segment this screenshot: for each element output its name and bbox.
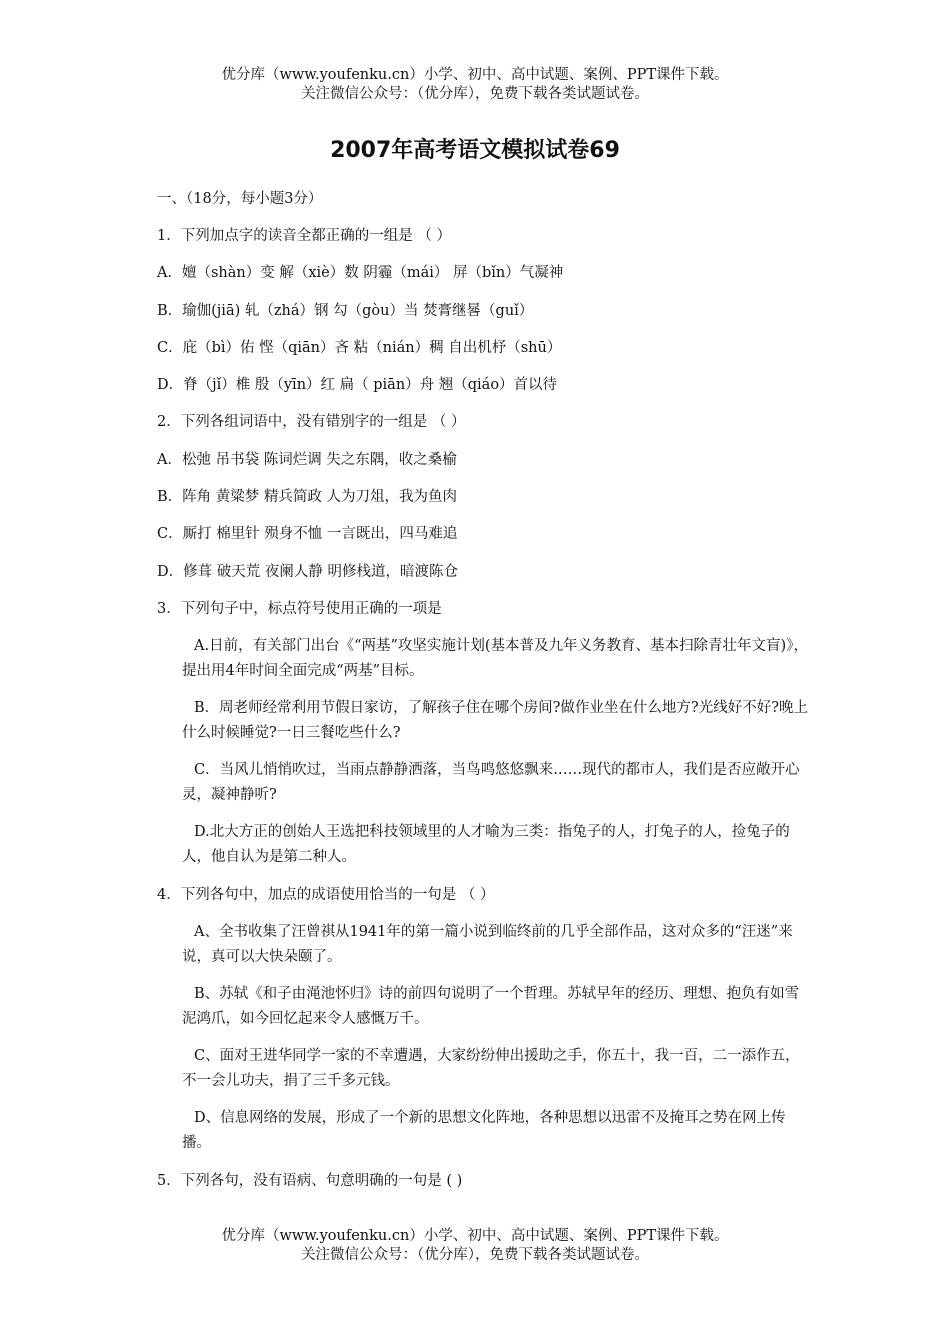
question-3-option-c: C．当风儿悄悄吹过，当雨点静静洒落，当鸟鸣悠悠飘来……现代的都市人，我们是否应敞开心灵，凝神静听? [182,762,800,803]
section-heading: 一、（18分，每小题3分） [157,191,323,207]
question-1-option-a: A．嬗（shàn）变 解（xiè）数 阴霾（mái） 屏（bǐn）气凝神 [157,265,564,281]
question-4-option-c: C、面对王进华同学一家的不幸遭遇，大家纷纷伸出援助之手，你五十，我一百，二一添作五，不一会儿功夫，捐了三千多元钱。 [182,1048,800,1089]
question-4-stem: 4．下列各句中，加点的成语使用恰当的一句是 （ ） [157,887,495,903]
page-header [0,66,950,104]
question-4-option-a: A、全书收集了汪曾祺从1941年的第一篇小说到临终前的几乎全部作品，这对众多的“汪迷”来说，真可以大快朵颐了。 [182,924,793,965]
question-1-option-b: B．瑜伽(jiā) 轧（zhá）钢 勾（gòu）当 焚膏继晷（guǐ） [157,303,534,319]
question-2-option-a: A．松弛 吊书袋 陈词烂调 失之东隅，收之桑榆 [157,452,457,468]
question-1-stem: 1．下列加点字的读音全都正确的一组是 （ ） [157,228,451,244]
page-title: 2007年高考语文模拟试卷69 [330,138,620,163]
question-3-stem: 3．下列句子中，标点符号使用正确的一项是 [157,601,442,617]
footer-line-2: 关注微信公众号：（优分库），免费下载各类试题试卷。 [301,1247,649,1263]
question-4-option-b: B、苏轼《和子由渑池怀归》诗的前四句说明了一个哲理。苏轼早年的经历、理想、抱负有如雪泥鸿爪，如今回忆起来令人感慨万千。 [182,986,800,1027]
question-1-option-c: C．庇（bì）佑 悭（qiān）吝 粘（nián）稠 自出机杼（shū） [157,340,562,356]
question-2-option-d: D．修葺 破天荒 夜阑人静 明修栈道，暗渡陈仓 [157,564,458,580]
question-3-option-b: B．周老师经常利用节假日家访，了解孩子住在哪个房间?做作业坐在什么地方?光线好不好?晚上什么时候睡觉?一日三餐吃些什么? [182,700,808,741]
question-4-option-d: D、信息网络的发展，形成了一个新的思想文化阵地，各种思想以迅雷不及掩耳之势在网上传播。 [182,1110,786,1151]
page-footer [0,1227,950,1265]
question-2-option-b: B．阵角 黄粱梦 精兵简政 人为刀俎，我为鱼肉 [157,489,457,505]
header-line-2: 关注微信公众号：（优分库），免费下载各类试题试卷。 [301,86,649,102]
question-2-option-c: C．厮打 棉里针 殒身不恤 一言既出，四马难追 [157,526,458,542]
question-1-option-d: D．脊（jǐ）椎 殷（yīn）红 扁（ piān）舟 翘（qiáo）首以待 [157,377,558,393]
footer-line-1: 优分库（www.youfenku.cn）小学、初中、高中试题、案例、PPT课件下载。 [221,1228,729,1244]
question-5-stem: 5．下列各句，没有语病、句意明确的一句是 ( ) [157,1173,463,1189]
question-3-option-a: A.日前，有关部门出台《“两基”攻坚实施计划(基本普及九年义务教育、基本扫除青壮年文盲)》，提出用4年时间全面完成“两基”目标。 [182,638,808,679]
question-3-option-d: D.北大方正的创始人王选把科技领域里的人才喻为三类：指兔子的人，打兔子的人，捡兔子的人，他自认为是第二种人。 [182,824,790,865]
question-2-stem: 2．下列各组词语中，没有错别字的一组是 （ ） [157,414,466,430]
header-line-1: 优分库（www.youfenku.cn）小学、初中、高中试题、案例、PPT课件下载。 [221,67,729,83]
